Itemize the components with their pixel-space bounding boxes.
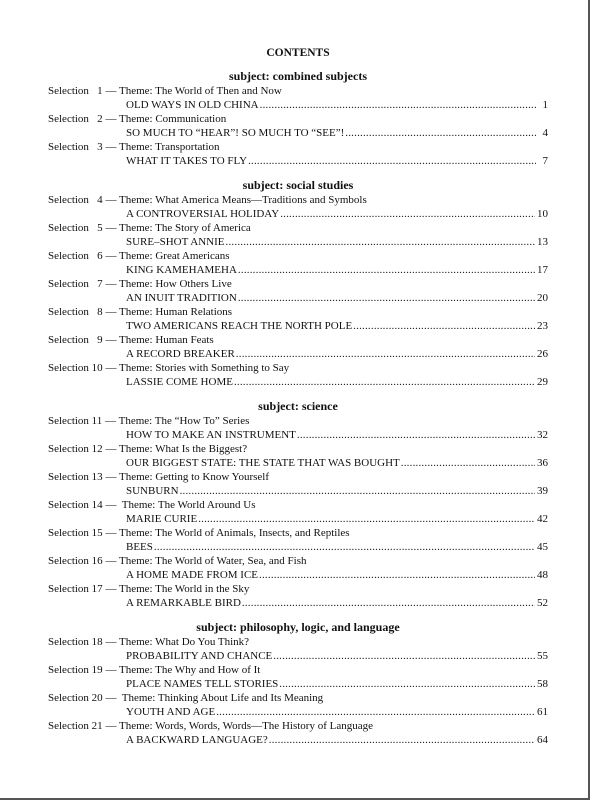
em-dash-separator: — (102, 415, 119, 427)
contents-sections (48, 69, 548, 747)
selection-label: Selection 20 (48, 692, 103, 704)
page-number: 20 (537, 292, 548, 304)
contents-entry (48, 277, 548, 305)
page-number: 13 (537, 236, 548, 248)
story-title: PLACE NAMES TELL STORIES (126, 678, 279, 690)
theme-line (48, 193, 548, 207)
story-line (126, 291, 548, 305)
theme-line (48, 582, 548, 596)
story-title: OUR BIGGEST STATE: THE STATE THAT WAS BOUGHT (126, 457, 400, 469)
em-dash-separator: — (102, 636, 119, 648)
story-line (126, 705, 548, 719)
page-number: 55 (537, 650, 548, 662)
contents-entry (48, 414, 548, 442)
em-dash-separator: — (102, 306, 119, 318)
story-line (126, 512, 548, 526)
story-line (126, 375, 548, 389)
story-title: SUNBURN (126, 485, 179, 497)
page-number: 45 (537, 541, 548, 553)
story-title: YOUTH AND AGE (126, 706, 216, 718)
theme-text: Theme: Communication (119, 113, 227, 125)
contents-entry (48, 305, 548, 333)
story-line (126, 207, 548, 221)
selection-label: Selection 14 (48, 499, 103, 511)
dot-leader (242, 596, 535, 610)
story-line (126, 596, 548, 610)
selection-label: Selection 18 (48, 636, 103, 648)
story-title: SO MUCH TO “HEAR”! SO MUCH TO “SEE”! (126, 127, 345, 139)
selection-label: Selection 3 (48, 141, 103, 153)
dot-leader (297, 428, 535, 442)
story-title: WHAT IT TAKES TO FLY (126, 155, 248, 167)
contents-entry (48, 554, 548, 582)
story-title: A CONTROVERSIAL HOLIDAY (126, 208, 280, 220)
contents-entry (48, 498, 548, 526)
story-line (126, 263, 548, 277)
dot-leader (248, 154, 536, 168)
story-title: A BACKWARD LANGUAGE? (126, 734, 268, 746)
story-title: HOW TO MAKE AN INSTRUMENT (126, 429, 296, 441)
theme-text: Theme: Transportation (119, 141, 220, 153)
theme-line (48, 140, 548, 154)
contents-entry (48, 635, 548, 663)
page-number: 58 (537, 678, 548, 690)
theme-line (48, 470, 548, 484)
contents-entry (48, 719, 548, 747)
contents-entry (48, 691, 548, 719)
theme-text: Theme: The World in the Sky (119, 583, 250, 595)
theme-line (48, 719, 548, 733)
selection-label: Selection 21 (48, 720, 103, 732)
contents-section (48, 620, 548, 747)
theme-text: Theme: What Is the Biggest? (119, 443, 248, 455)
theme-text: Theme: Human Feats (119, 334, 214, 346)
em-dash-separator: — (102, 583, 119, 595)
page-title: CONTENTS (266, 47, 330, 59)
story-title: MARIE CURIE (126, 513, 198, 525)
page-number: 39 (537, 485, 548, 497)
em-dash-separator: — (102, 141, 119, 153)
contents-entry (48, 84, 548, 112)
selection-label: Selection 9 (48, 334, 103, 346)
story-line (126, 154, 548, 168)
selection-label: Selection 6 (48, 250, 103, 262)
story-line (126, 428, 548, 442)
selection-label: Selection 7 (48, 278, 103, 290)
theme-line (48, 498, 548, 512)
page-number: 23 (537, 320, 548, 332)
story-title: A REMARKABLE BIRD (126, 597, 241, 609)
theme-line (48, 526, 548, 540)
contents-entry (48, 112, 548, 140)
section-heading: subject: science (258, 399, 338, 413)
selection-label: Selection 16 (48, 555, 103, 567)
contents-page (48, 46, 548, 757)
theme-text: Theme: Getting to Know Yourself (119, 471, 270, 483)
selection-label: Selection 15 (48, 527, 103, 539)
story-title: LASSIE COME HOME (126, 376, 233, 388)
contents-entry (48, 663, 548, 691)
story-title: A HOME MADE FROM ICE (126, 569, 259, 581)
contents-entry (48, 470, 548, 498)
page-number: 1 (542, 99, 548, 111)
story-line (126, 677, 548, 691)
theme-text: Theme: How Others Live (119, 278, 232, 290)
theme-text: Theme: The Story of America (119, 222, 251, 234)
dot-leader (226, 235, 535, 249)
selection-label: Selection 13 (48, 471, 103, 483)
theme-line (48, 112, 548, 126)
dot-leader (260, 98, 536, 112)
selection-label: Selection 19 (48, 664, 103, 676)
selection-label: Selection 17 (48, 583, 103, 595)
em-dash-separator: — (102, 471, 119, 483)
story-title: AN INUIT TRADITION (126, 292, 237, 304)
story-line (126, 484, 548, 498)
theme-text: Theme: What Do You Think? (119, 636, 250, 648)
contents-entry (48, 221, 548, 249)
dot-leader (238, 291, 535, 305)
contents-entry (48, 333, 548, 361)
dot-leader (216, 705, 535, 719)
theme-line (48, 691, 548, 705)
dot-leader (401, 456, 535, 470)
page-number: 52 (537, 597, 548, 609)
theme-line (48, 554, 548, 568)
contents-entry (48, 582, 548, 610)
contents-entry (48, 140, 548, 168)
theme-line (48, 305, 548, 319)
dot-leader (345, 126, 536, 140)
theme-text: Theme: The Why and How of It (119, 664, 261, 676)
story-line (126, 98, 548, 112)
story-title: KING KAMEHAMEHA (126, 264, 237, 276)
story-title: OLD WAYS IN OLD CHINA (126, 99, 259, 111)
theme-line (48, 414, 548, 428)
page-number: 26 (537, 348, 548, 360)
dot-leader (236, 347, 535, 361)
em-dash-separator: — (102, 555, 119, 567)
theme-text: Theme: Words, Words, Words—The History of Language (119, 720, 373, 732)
em-dash-separator: — (102, 222, 119, 234)
page-number: 61 (537, 706, 548, 718)
section-heading: subject: philosophy, logic, and language (196, 620, 400, 634)
em-dash-separator: — (102, 362, 119, 374)
story-line (126, 733, 548, 747)
dot-leader (273, 649, 535, 663)
theme-text: Theme: The World of Water, Sea, and Fish (119, 555, 307, 567)
page-number: 29 (537, 376, 548, 388)
dot-leader (353, 319, 535, 333)
selection-label: Selection 8 (48, 306, 103, 318)
story-title: A RECORD BREAKER (126, 348, 235, 360)
em-dash-separator: — (102, 443, 119, 455)
story-line (126, 235, 548, 249)
em-dash-separator: — (102, 113, 119, 125)
story-title: TWO AMERICANS REACH THE NORTH POLE (126, 320, 353, 332)
story-line (126, 347, 548, 361)
page-number: 48 (537, 569, 548, 581)
dot-leader (180, 484, 535, 498)
story-title: PROBABILITY AND CHANCE (126, 650, 273, 662)
selection-label: Selection 2 (48, 113, 103, 125)
selection-label: Selection 11 (48, 415, 103, 427)
theme-text: Theme: Stories with Something to Say (119, 362, 290, 374)
story-line (126, 649, 548, 663)
em-dash-separator: — (102, 194, 119, 206)
theme-text: Theme: Great Americans (119, 250, 230, 262)
selection-label: Selection 10 (48, 362, 103, 374)
em-dash-separator: — (102, 85, 119, 97)
page-number: 64 (537, 734, 548, 746)
em-dash-separator: — (102, 720, 119, 732)
em-dash-separator: — (102, 278, 119, 290)
story-line (126, 540, 548, 554)
em-dash-separator: — (102, 664, 119, 676)
page-number: 17 (537, 264, 548, 276)
selection-label: Selection 4 (48, 194, 103, 206)
contents-section (48, 399, 548, 610)
section-heading: subject: combined subjects (229, 69, 367, 83)
contents-entry (48, 361, 548, 389)
dot-leader (259, 568, 535, 582)
page-number: 10 (537, 208, 548, 220)
dot-leader (269, 733, 535, 747)
theme-text: Theme: Thinking About Life and Its Meaning (119, 692, 324, 704)
page-number: 42 (537, 513, 548, 525)
theme-line (48, 84, 548, 98)
theme-text: Theme: The World of Then and Now (119, 85, 282, 97)
page-number: 4 (542, 127, 548, 139)
selection-label: Selection 1 (48, 85, 103, 97)
dot-leader (154, 540, 535, 554)
page-number: 32 (537, 429, 548, 441)
theme-line (48, 635, 548, 649)
theme-text: Theme: The World of Animals, Insects, and Reptiles (119, 527, 350, 539)
selection-label: Selection 5 (48, 222, 103, 234)
theme-line (48, 221, 548, 235)
theme-text: Theme: Human Relations (119, 306, 233, 318)
em-dash-separator: — (102, 250, 119, 262)
contents-section (48, 69, 548, 168)
section-heading: subject: social studies (242, 178, 354, 192)
theme-line (48, 442, 548, 456)
page-number: 7 (542, 155, 548, 167)
story-line (126, 126, 548, 140)
dot-leader (279, 677, 535, 691)
story-line (126, 568, 548, 582)
em-dash-separator: — (102, 499, 120, 511)
contents-entry (48, 442, 548, 470)
contents-section (48, 178, 548, 389)
story-title: SURE–SHOT ANNIE (126, 236, 225, 248)
em-dash-separator: — (102, 334, 119, 346)
theme-line (48, 277, 548, 291)
theme-line (48, 333, 548, 347)
theme-line (48, 361, 548, 375)
theme-line (48, 663, 548, 677)
contents-entry (48, 249, 548, 277)
contents-entry (48, 193, 548, 221)
theme-text: Theme: The “How To” Series (118, 415, 250, 427)
page-number: 36 (537, 457, 548, 469)
dot-leader (234, 375, 535, 389)
contents-entry (48, 526, 548, 554)
dot-leader (238, 263, 535, 277)
selection-label: Selection 12 (48, 443, 103, 455)
dot-leader (198, 512, 535, 526)
story-title: BEES (126, 541, 153, 553)
theme-line (48, 249, 548, 263)
em-dash-separator: — (102, 692, 120, 704)
theme-text: Theme: What America Means—Traditions and Symbols (119, 194, 367, 206)
story-line (126, 319, 548, 333)
theme-text: Theme: The World Around Us (119, 499, 256, 511)
em-dash-separator: — (102, 527, 119, 539)
story-line (126, 456, 548, 470)
dot-leader (280, 207, 535, 221)
